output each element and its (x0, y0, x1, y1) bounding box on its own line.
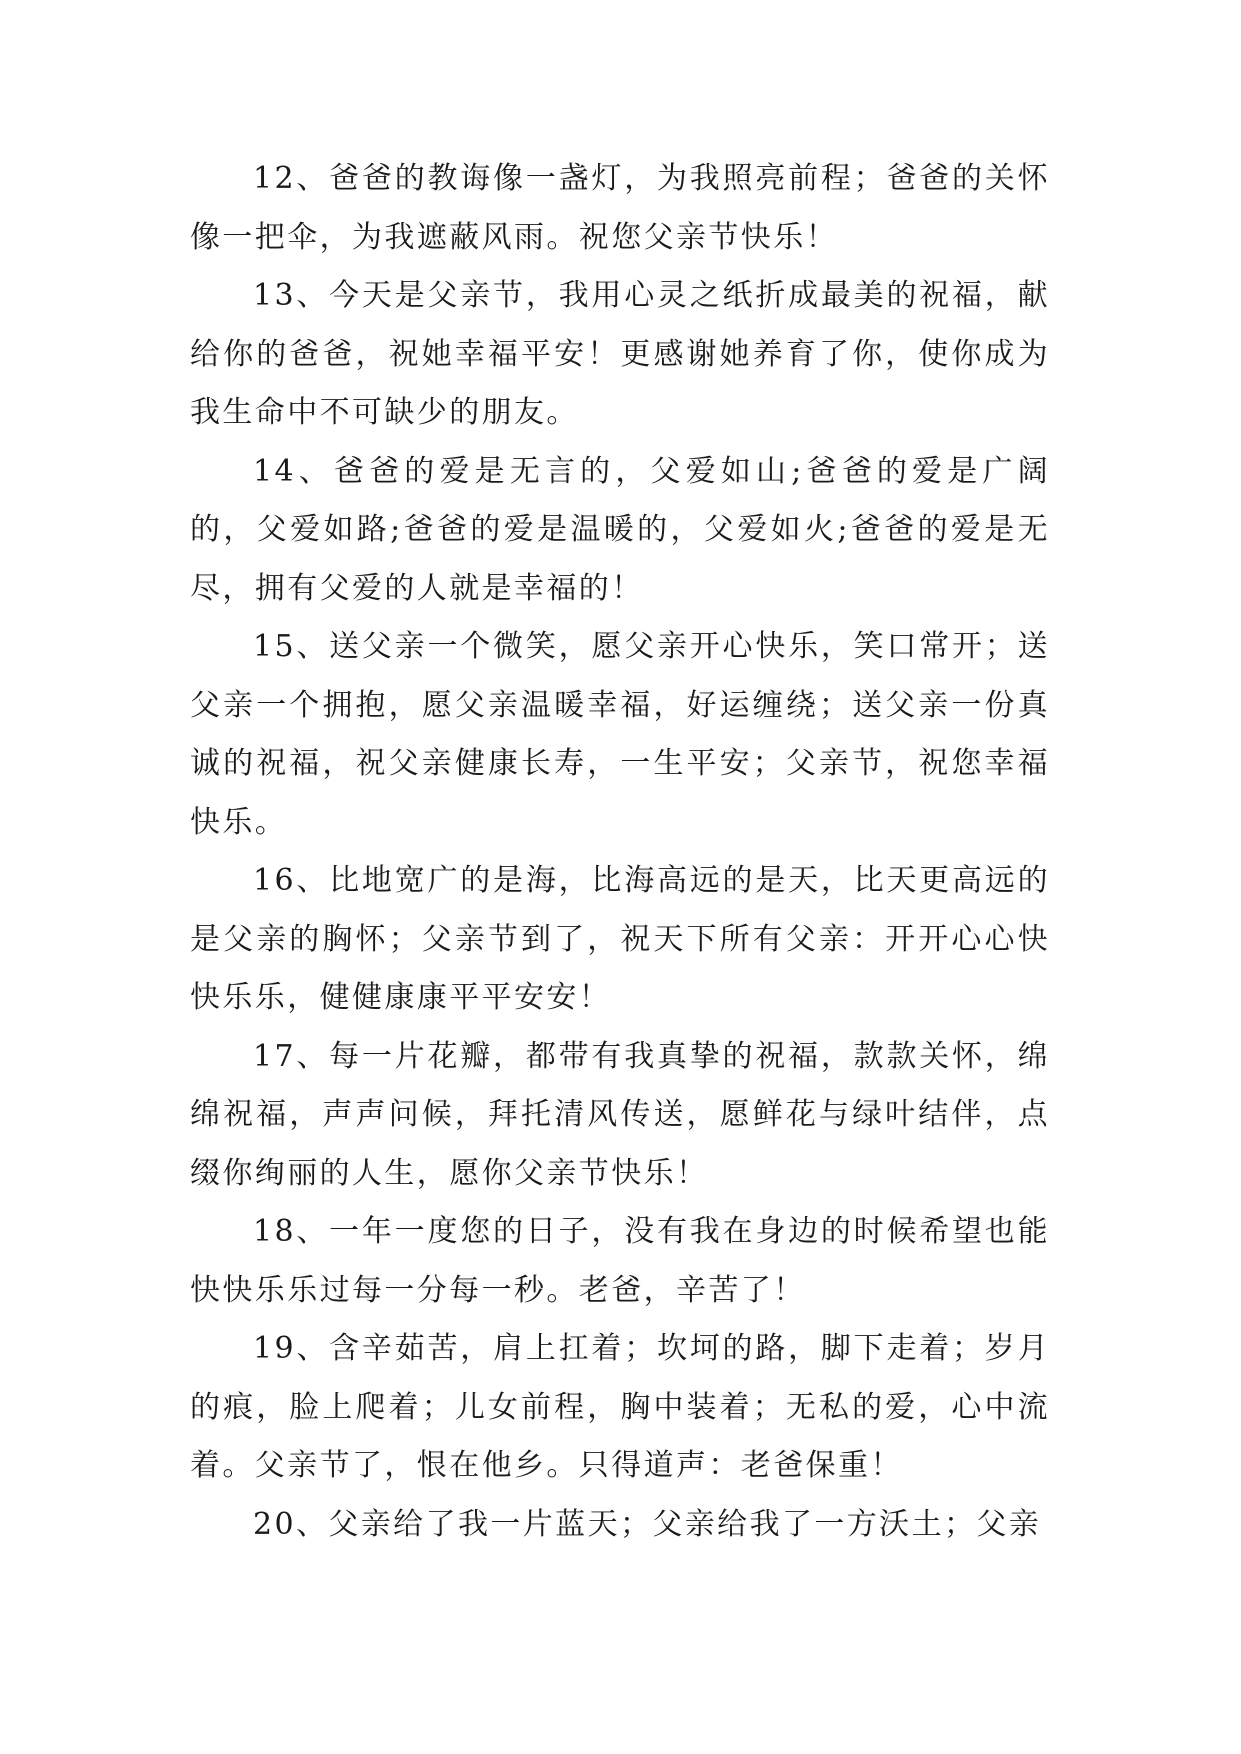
paragraph-19: 19、含辛茹苦，肩上扛着；坎坷的路，脚下走着；岁月的痕，脸上爬着；儿女前程，胸中装着；无私的爱，心中流着。父亲节了，恨在他乡。只得道声：老爸保重！ (190, 1331, 1050, 1483)
paragraph-15: 15、送父亲一个微笑，愿父亲开心快乐，笑口常开；送父亲一个拥抱，愿父亲温暖幸福，好运缠绕；送父亲一份真诚的祝福，祝父亲健康长寿，一生平安；父亲节，祝您幸福快乐。 (190, 629, 1050, 840)
paragraph-17: 17、每一片花瓣，都带有我真挚的祝福，款款关怀，绵绵祝福，声声问候，拜托清风传送，愿鲜花与绿叶结伴，点缀你绚丽的人生，愿你父亲节快乐！ (190, 1038, 1050, 1191)
paragraph-18: 18、一年一度您的日子，没有我在身边的时候希望也能快快乐乐过每一分每一秒。老爸，辛苦了！ (190, 1214, 1050, 1308)
paragraph-12: 12、爸爸的教诲像一盏灯，为我照亮前程；爸爸的关怀像一把伞，为我遮蔽风雨。祝您父亲节快乐！ (190, 161, 1050, 255)
document-page (190, 150, 1050, 1554)
paragraph-14: 14、爸爸的爱是无言的，父爱如山;爸爸的爱是广阔的，父爱如路;爸爸的爱是温暖的，父爱如火;爸爸的爱是无尽，拥有父爱的人就是幸福的！ (190, 453, 1050, 606)
paragraph-16: 16、比地宽广的是海，比海高远的是天，比天更高远的是父亲的胸怀；父亲节到了，祝天下所有父亲：开开心心快快乐乐，健健康康平平安安！ (190, 863, 1050, 1015)
paragraph-20: 20、父亲给了我一片蓝天；父亲给我了一方沃土；父亲 (253, 1506, 1042, 1542)
paragraph-13: 13、今天是父亲节，我用心灵之纸折成最美的祝福，献给你的爸爸，祝她幸福平安！更感谢她养育了你，使你成为我生命中不可缺少的朋友。 (190, 278, 1050, 430)
